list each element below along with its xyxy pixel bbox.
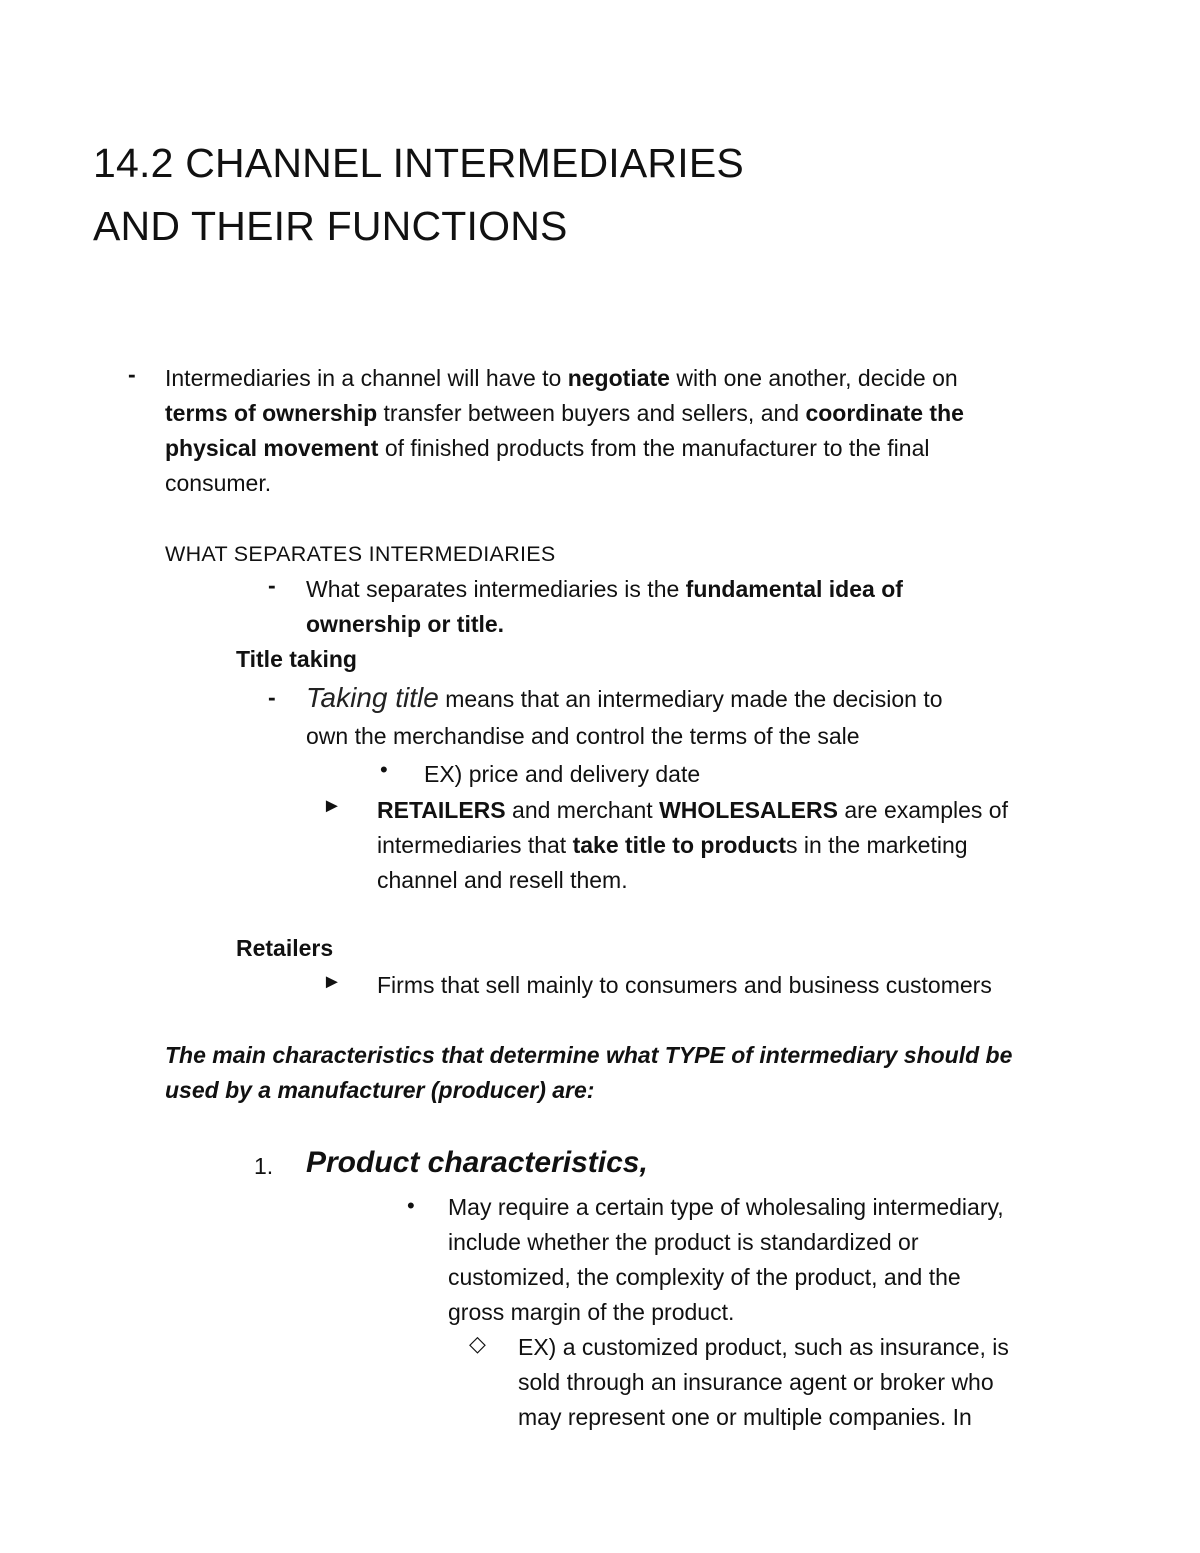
bold-term: RETAILERS [377, 797, 506, 823]
section-heading-separates: WHAT SEPARATES INTERMEDIARIES [165, 542, 556, 566]
bullet-marker: • [380, 757, 388, 782]
text: s in the marketing [786, 832, 968, 858]
bold-term: take title to product [572, 832, 786, 858]
bold-term: negotiate [567, 365, 670, 391]
section-heading-product: Product characteristics, [306, 1146, 648, 1179]
intro-line-2 [165, 396, 964, 432]
arrow-marker: ► [322, 795, 342, 817]
text: consumer. [165, 470, 272, 496]
product-line-3: customized, the complexity of the product, and the [448, 1264, 961, 1290]
section-heading-retailers: Retailers [236, 935, 334, 961]
bold-term: coordinate the [805, 400, 964, 426]
title-taking-line-2 [306, 719, 860, 755]
intro-line-1 [165, 361, 958, 397]
example-line-2: sold through an insurance agent or broker who [518, 1369, 994, 1395]
list-number: 1. [254, 1153, 274, 1179]
characteristics-line-2: used by a manufacturer (producer) are: [165, 1077, 595, 1103]
dash-marker: - [268, 572, 276, 598]
text: and merchant [505, 797, 660, 823]
bullet-marker: • [407, 1193, 415, 1218]
arrow-marker: ► [322, 971, 342, 993]
text: are examples of [837, 797, 1008, 823]
retailers-definition: Firms that sell mainly to consumers and business customers [377, 972, 992, 998]
text: transfer between buyers and sellers, and [377, 400, 806, 426]
characteristics-line-1: The main characteristics that determine what TYPE of intermediary should be [165, 1042, 1013, 1068]
product-line-4: gross margin of the product. [448, 1299, 735, 1325]
title-taking-example: EX) price and delivery date [424, 761, 701, 787]
dash-marker: - [128, 361, 136, 387]
intro-line-4 [165, 466, 271, 502]
text: Intermediaries in a channel will have to [165, 365, 568, 391]
bold-term: physical movement [165, 435, 379, 461]
example-line-3: may represent one or multiple companies. In [518, 1404, 972, 1430]
bold-term: ownership or title. [306, 611, 505, 637]
separates-line-2 [306, 607, 504, 643]
retailers-wholesalers-line-2 [377, 828, 968, 864]
product-line-1: May require a certain type of wholesaling intermediary, [448, 1194, 1004, 1220]
page-title-line-1: 14.2 CHANNEL INTERMEDIARIES [93, 140, 744, 186]
italic-term: Taking title [306, 682, 439, 713]
text: means that an intermediary made the decision to [438, 686, 943, 712]
bold-term: fundamental idea of [685, 576, 903, 602]
example-line-1: EX) a customized product, such as insurance, is [518, 1334, 1009, 1360]
title-taking-line-1 [306, 680, 943, 718]
bold-term: WHOLESALERS [659, 797, 838, 823]
diamond-marker: ◇ [469, 1331, 486, 1356]
dash-marker: - [268, 684, 276, 710]
separates-line-1 [306, 572, 903, 608]
retailers-wholesalers-line-3: channel and resell them. [377, 867, 628, 893]
page-title-line-2: AND THEIR FUNCTIONS [93, 203, 568, 249]
text: of finished products from the manufacturer to the final [378, 435, 930, 461]
section-heading-title-taking: Title taking [236, 646, 357, 672]
text: intermediaries that [377, 832, 573, 858]
retailers-wholesalers-line-1 [377, 793, 1008, 829]
bold-term: terms of ownership [165, 400, 378, 426]
intro-line-3 [165, 431, 929, 467]
product-line-2: include whether the product is standardized or [448, 1229, 919, 1255]
text: What separates intermediaries is the [306, 576, 686, 602]
text: with one another, decide on [669, 365, 958, 391]
text: own the merchandise and control the terms of the sale [306, 723, 860, 749]
